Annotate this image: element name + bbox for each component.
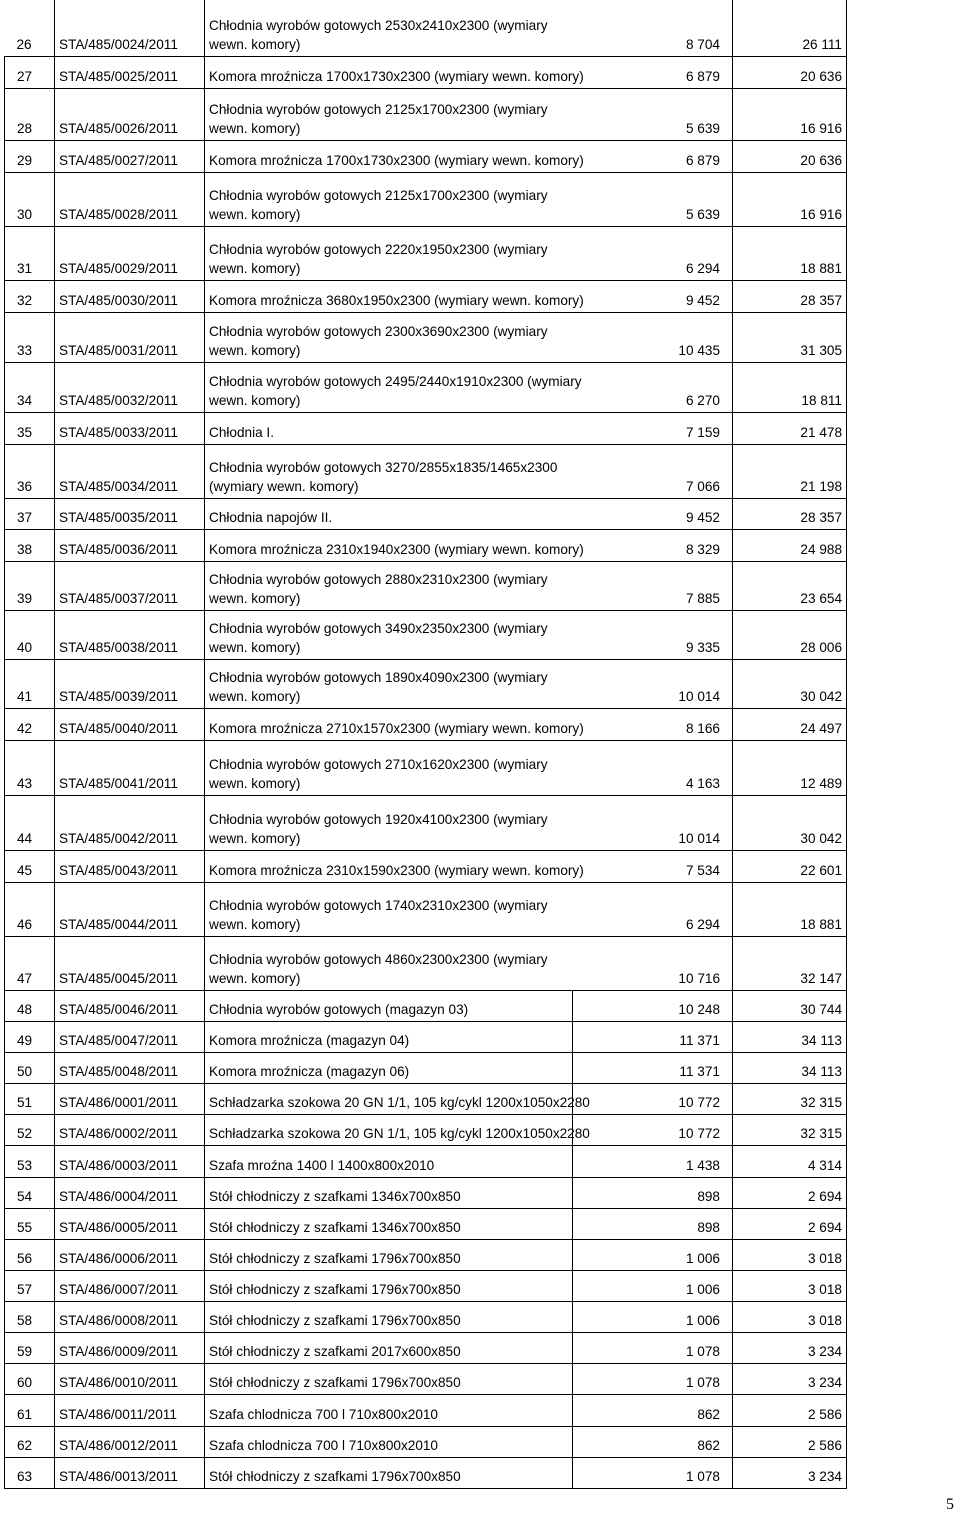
value-1-cell: 1 078 xyxy=(573,1363,733,1394)
description-cell: Szafa chlodnicza 700 l 710x800x2010 xyxy=(205,1426,573,1457)
table-row xyxy=(5,610,847,659)
inventory-code-cell: STA/485/0033/2011 xyxy=(55,412,205,444)
row-number-cell: 43 xyxy=(5,740,55,795)
description-value-cell xyxy=(205,561,733,610)
description-text: Chłodnia wyrobów gotowych 1740x2310x2300 (wymiary wewn. komory) xyxy=(209,897,548,932)
row-number-cell: 50 xyxy=(5,1052,55,1083)
value-1-cell: 10 248 xyxy=(573,990,733,1021)
description-value-cell xyxy=(205,444,733,498)
table-row xyxy=(5,936,847,990)
value-2-cell: 16 916 xyxy=(733,172,847,226)
description-value-cell xyxy=(205,529,733,561)
value-1-text: 7 534 xyxy=(685,862,720,878)
description-text: Chłodnia wyrobów gotowych 2880x2310x2300 (wymiary wewn. komory) xyxy=(209,571,548,606)
inventory-code-cell: STA/486/0010/2011 xyxy=(55,1363,205,1394)
table-row xyxy=(5,498,847,529)
row-number-cell: 45 xyxy=(5,850,55,882)
description-value-cell xyxy=(205,610,733,659)
description-cell: Chłodnia wyrobów gotowych (magazyn 03) xyxy=(205,990,573,1021)
value-2-cell: 30 042 xyxy=(733,795,847,850)
value-1-cell: 1 006 xyxy=(573,1239,733,1270)
value-2-cell: 24 497 xyxy=(733,708,847,740)
inventory-code-cell: STA/485/0041/2011 xyxy=(55,740,205,795)
inventory-code-cell: STA/486/0002/2011 xyxy=(55,1114,205,1145)
row-number-cell: 59 xyxy=(5,1332,55,1363)
value-2-cell: 28 357 xyxy=(733,280,847,312)
value-1-text: 9 335 xyxy=(685,639,720,655)
table-row xyxy=(5,88,847,140)
table-row xyxy=(5,1363,847,1394)
table-row xyxy=(5,280,847,312)
description-text: Chłodnia wyrobów gotowych 3490x2350x2300 (wymiary wewn. komory) xyxy=(209,620,548,655)
row-number-cell: 62 xyxy=(5,1426,55,1457)
value-1-text: 7 159 xyxy=(685,424,720,440)
value-2-cell: 3 234 xyxy=(733,1332,847,1363)
description-text: Chłodnia wyrobów gotowych 3270/2855x1835/1465x2300 (wymiary wewn. komory) xyxy=(209,459,558,494)
table-row xyxy=(5,659,847,708)
row-number-cell: 33 xyxy=(5,312,55,362)
value-1-cell: 862 xyxy=(573,1394,733,1426)
row-number-cell: 34 xyxy=(5,362,55,412)
inventory-code-cell: STA/485/0029/2011 xyxy=(55,226,205,280)
table-row xyxy=(5,1177,847,1208)
table-row xyxy=(5,882,847,936)
row-number-cell: 49 xyxy=(5,1021,55,1052)
description-value-cell xyxy=(205,412,733,444)
value-1-text: 6 270 xyxy=(685,392,720,408)
inventory-code-cell: STA/485/0037/2011 xyxy=(55,561,205,610)
row-number-cell: 47 xyxy=(5,936,55,990)
description-value-cell xyxy=(205,280,733,312)
row-number-cell: 52 xyxy=(5,1114,55,1145)
value-2-cell: 3 234 xyxy=(733,1363,847,1394)
value-2-cell: 3 018 xyxy=(733,1301,847,1332)
inventory-code-cell: STA/486/0008/2011 xyxy=(55,1301,205,1332)
table-row xyxy=(5,1239,847,1270)
table-row xyxy=(5,1052,847,1083)
inventory-code-cell: STA/485/0039/2011 xyxy=(55,659,205,708)
description-value-cell xyxy=(205,88,733,140)
page-number: 5 xyxy=(946,1496,954,1513)
description-text: Komora mroźnicza 2310x1590x2300 (wymiary wewn. komory) xyxy=(209,862,584,878)
value-1-cell: 10 772 xyxy=(573,1083,733,1114)
value-1-text: 5 639 xyxy=(685,120,720,136)
inventory-code-cell: STA/485/0043/2011 xyxy=(55,850,205,882)
row-number-cell: 28 xyxy=(5,88,55,140)
value-2-cell: 4 314 xyxy=(733,1145,847,1177)
table-row xyxy=(5,172,847,226)
description-text: Chłodnia wyrobów gotowych 2125x1700x2300 (wymiary wewn. komory) xyxy=(209,187,548,222)
description-value-cell xyxy=(205,56,733,88)
row-number-cell: 40 xyxy=(5,610,55,659)
description-text: Komora mroźnicza 1700x1730x2300 (wymiary wewn. komory) xyxy=(209,152,584,168)
value-1-text: 10 014 xyxy=(678,688,720,704)
inventory-code-cell: STA/485/0048/2011 xyxy=(55,1052,205,1083)
description-cell: Szafa mroźna 1400 l 1400x800x2010 xyxy=(205,1145,573,1177)
table-row xyxy=(5,1083,847,1114)
row-number-cell: 61 xyxy=(5,1394,55,1426)
row-number-cell: 58 xyxy=(5,1301,55,1332)
value-2-cell: 2 586 xyxy=(733,1426,847,1457)
table-row xyxy=(5,1426,847,1457)
description-cell: Stół chłodniczy z szafkami 1796x700x850 xyxy=(205,1270,573,1301)
value-1-text: 6 879 xyxy=(685,152,720,168)
value-2-cell: 26 111 xyxy=(733,0,847,56)
table-row xyxy=(5,0,847,56)
value-1-cell: 1 078 xyxy=(573,1457,733,1488)
description-text: Chłodnia wyrobów gotowych 2220x1950x2300 (wymiary wewn. komory) xyxy=(209,241,548,276)
value-1-text: 10 014 xyxy=(678,830,720,846)
description-text: Komora mroźnicza 2310x1940x2300 (wymiary wewn. komory) xyxy=(209,541,584,557)
inventory-code-cell: STA/485/0046/2011 xyxy=(55,990,205,1021)
row-number-cell: 53 xyxy=(5,1145,55,1177)
description-value-cell xyxy=(205,226,733,280)
inventory-code-cell: STA/485/0032/2011 xyxy=(55,362,205,412)
value-1-cell: 11 371 xyxy=(573,1052,733,1083)
description-value-cell xyxy=(205,850,733,882)
value-2-cell: 18 881 xyxy=(733,882,847,936)
description-value-cell xyxy=(205,708,733,740)
value-1-text: 10 716 xyxy=(678,970,720,986)
description-cell: Stół chłodniczy z szafkami 1346x700x850 xyxy=(205,1177,573,1208)
table-row xyxy=(5,444,847,498)
value-2-cell: 32 315 xyxy=(733,1083,847,1114)
inventory-code-cell: STA/486/0011/2011 xyxy=(55,1394,205,1426)
row-number-cell: 32 xyxy=(5,280,55,312)
row-number-cell: 39 xyxy=(5,561,55,610)
table-row xyxy=(5,1270,847,1301)
row-number-cell: 37 xyxy=(5,498,55,529)
inventory-code-cell: STA/485/0030/2011 xyxy=(55,280,205,312)
description-value-cell xyxy=(205,882,733,936)
value-1-text: 7 066 xyxy=(685,478,720,494)
value-1-cell: 898 xyxy=(573,1177,733,1208)
description-value-cell xyxy=(205,0,733,56)
row-number-cell: 38 xyxy=(5,529,55,561)
description-value-cell xyxy=(205,312,733,362)
row-number-cell: 44 xyxy=(5,795,55,850)
description-value-cell xyxy=(205,740,733,795)
inventory-code-cell: STA/486/0003/2011 xyxy=(55,1145,205,1177)
value-2-cell: 22 601 xyxy=(733,850,847,882)
description-value-cell xyxy=(205,362,733,412)
description-cell: Schładzarka szokowa 20 GN 1/1, 105 kg/cykl 1200x1050x2280 xyxy=(205,1114,573,1145)
table-row xyxy=(5,529,847,561)
row-number-cell: 41 xyxy=(5,659,55,708)
inventory-code-cell: STA/485/0034/2011 xyxy=(55,444,205,498)
value-1-text: 9 452 xyxy=(685,509,720,525)
description-text: Komora mroźnicza 1700x1730x2300 (wymiary wewn. komory) xyxy=(209,68,584,84)
table-row xyxy=(5,708,847,740)
row-number-cell: 60 xyxy=(5,1363,55,1394)
value-1-cell: 898 xyxy=(573,1208,733,1239)
value-1-cell: 1 006 xyxy=(573,1301,733,1332)
description-cell: Stół chłodniczy z szafkami 1796x700x850 xyxy=(205,1457,573,1488)
table-row xyxy=(5,1332,847,1363)
table-row xyxy=(5,561,847,610)
inventory-code-cell: STA/486/0004/2011 xyxy=(55,1177,205,1208)
value-1-cell: 10 772 xyxy=(573,1114,733,1145)
row-number-cell: 55 xyxy=(5,1208,55,1239)
value-1-text: 5 639 xyxy=(685,206,720,222)
value-2-cell: 24 988 xyxy=(733,529,847,561)
value-2-cell: 21 198 xyxy=(733,444,847,498)
value-2-cell: 34 113 xyxy=(733,1021,847,1052)
description-text: Komora mroźnicza 2710x1570x2300 (wymiary wewn. komory) xyxy=(209,720,584,736)
row-number-cell: 42 xyxy=(5,708,55,740)
table-row xyxy=(5,312,847,362)
asset-table xyxy=(4,0,847,1489)
value-1-text: 10 435 xyxy=(678,342,720,358)
description-cell: Komora mroźnicza (magazyn 06) xyxy=(205,1052,573,1083)
description-text: Chłodnia wyrobów gotowych 4860x2300x2300 (wymiary wewn. komory) xyxy=(209,951,548,986)
inventory-code-cell: STA/485/0036/2011 xyxy=(55,529,205,561)
value-2-cell: 31 305 xyxy=(733,312,847,362)
value-2-cell: 12 489 xyxy=(733,740,847,795)
row-number-cell: 35 xyxy=(5,412,55,444)
inventory-code-cell: STA/485/0027/2011 xyxy=(55,140,205,172)
row-number-cell: 36 xyxy=(5,444,55,498)
row-number-cell: 56 xyxy=(5,1239,55,1270)
description-value-cell xyxy=(205,140,733,172)
row-number-cell: 57 xyxy=(5,1270,55,1301)
value-2-cell: 18 881 xyxy=(733,226,847,280)
description-cell: Stół chłodniczy z szafkami 1796x700x850 xyxy=(205,1301,573,1332)
inventory-code-cell: STA/485/0026/2011 xyxy=(55,88,205,140)
value-2-cell: 34 113 xyxy=(733,1052,847,1083)
value-1-cell: 11 371 xyxy=(573,1021,733,1052)
value-1-cell: 1 438 xyxy=(573,1145,733,1177)
value-1-text: 4 163 xyxy=(685,775,720,791)
value-2-cell: 3 234 xyxy=(733,1457,847,1488)
description-text: Chłodnia napojów II. xyxy=(209,509,333,525)
inventory-code-cell: STA/486/0006/2011 xyxy=(55,1239,205,1270)
description-cell: Komora mroźnicza (magazyn 04) xyxy=(205,1021,573,1052)
description-text: Chłodnia wyrobów gotowych 2125x1700x2300 (wymiary wewn. komory) xyxy=(209,101,548,136)
inventory-code-cell: STA/485/0044/2011 xyxy=(55,882,205,936)
description-value-cell xyxy=(205,659,733,708)
value-1-text: 8 704 xyxy=(685,36,720,52)
description-value-cell xyxy=(205,172,733,226)
value-2-cell: 23 654 xyxy=(733,561,847,610)
inventory-code-cell: STA/486/0013/2011 xyxy=(55,1457,205,1488)
value-1-text: 9 452 xyxy=(685,292,720,308)
description-text: Chłodnia wyrobów gotowych 2495/2440x1910x2300 (wymiary wewn. komory) xyxy=(209,373,582,408)
inventory-code-cell: STA/485/0047/2011 xyxy=(55,1021,205,1052)
value-1-cell: 1 006 xyxy=(573,1270,733,1301)
description-cell: Stół chłodniczy z szafkami 1346x700x850 xyxy=(205,1208,573,1239)
value-2-cell: 20 636 xyxy=(733,56,847,88)
table-row xyxy=(5,990,847,1021)
table-row xyxy=(5,140,847,172)
value-2-cell: 20 636 xyxy=(733,140,847,172)
inventory-code-cell: STA/485/0024/2011 xyxy=(55,0,205,56)
row-number-cell: 48 xyxy=(5,990,55,1021)
inventory-code-cell: STA/485/0031/2011 xyxy=(55,312,205,362)
table-row xyxy=(5,850,847,882)
inventory-code-cell: STA/485/0040/2011 xyxy=(55,708,205,740)
row-number-cell: 27 xyxy=(5,56,55,88)
description-cell: Stół chłodniczy z szafkami 2017x600x850 xyxy=(205,1332,573,1363)
value-2-cell: 30 744 xyxy=(733,990,847,1021)
value-1-text: 8 166 xyxy=(685,720,720,736)
inventory-code-cell: STA/485/0045/2011 xyxy=(55,936,205,990)
value-1-cell: 862 xyxy=(573,1426,733,1457)
description-cell: Stół chłodniczy z szafkami 1796x700x850 xyxy=(205,1239,573,1270)
table-row xyxy=(5,1394,847,1426)
description-value-cell xyxy=(205,936,733,990)
value-2-cell: 30 042 xyxy=(733,659,847,708)
inventory-code-cell: STA/486/0001/2011 xyxy=(55,1083,205,1114)
inventory-code-cell: STA/485/0042/2011 xyxy=(55,795,205,850)
value-2-cell: 16 916 xyxy=(733,88,847,140)
inventory-code-cell: STA/485/0038/2011 xyxy=(55,610,205,659)
description-cell: Stół chłodniczy z szafkami 1796x700x850 xyxy=(205,1363,573,1394)
inventory-code-cell: STA/485/0028/2011 xyxy=(55,172,205,226)
row-number-cell: 26 xyxy=(5,0,55,56)
row-number-cell: 46 xyxy=(5,882,55,936)
inventory-code-cell: STA/486/0009/2011 xyxy=(55,1332,205,1363)
value-2-cell: 32 315 xyxy=(733,1114,847,1145)
description-text: Chłodnia wyrobów gotowych 1890x4090x2300 (wymiary wewn. komory) xyxy=(209,669,548,704)
description-value-cell xyxy=(205,795,733,850)
inventory-code-cell: STA/485/0035/2011 xyxy=(55,498,205,529)
row-number-cell: 54 xyxy=(5,1177,55,1208)
table-row xyxy=(5,740,847,795)
inventory-code-cell: STA/486/0007/2011 xyxy=(55,1270,205,1301)
table-row xyxy=(5,795,847,850)
value-2-cell: 28 006 xyxy=(733,610,847,659)
table-row xyxy=(5,1208,847,1239)
value-2-cell: 2 694 xyxy=(733,1208,847,1239)
table-row xyxy=(5,412,847,444)
description-text: Komora mroźnicza 3680x1950x2300 (wymiary wewn. komory) xyxy=(209,292,584,308)
table-row xyxy=(5,1114,847,1145)
value-1-text: 6 879 xyxy=(685,68,720,84)
description-text: Chłodnia wyrobów gotowych 2530x2410x2300 (wymiary wewn. komory) xyxy=(209,17,548,52)
inventory-code-cell: STA/485/0025/2011 xyxy=(55,56,205,88)
table-row xyxy=(5,56,847,88)
row-number-cell: 51 xyxy=(5,1083,55,1114)
table-row xyxy=(5,1145,847,1177)
value-1-cell: 1 078 xyxy=(573,1332,733,1363)
row-number-cell: 30 xyxy=(5,172,55,226)
table-row xyxy=(5,362,847,412)
value-2-cell: 2 586 xyxy=(733,1394,847,1426)
row-number-cell: 63 xyxy=(5,1457,55,1488)
value-2-cell: 28 357 xyxy=(733,498,847,529)
value-2-cell: 3 018 xyxy=(733,1239,847,1270)
description-text: Chłodnia wyrobów gotowych 2710x1620x2300 (wymiary wewn. komory) xyxy=(209,756,548,791)
value-1-text: 6 294 xyxy=(685,916,720,932)
table-row xyxy=(5,1021,847,1052)
value-1-text: 6 294 xyxy=(685,260,720,276)
description-cell: Szafa chlodnicza 700 l 710x800x2010 xyxy=(205,1394,573,1426)
asset-table-body xyxy=(5,0,847,1488)
value-2-cell: 18 811 xyxy=(733,362,847,412)
description-text: Chłodnia wyrobów gotowych 1920x4100x2300 (wymiary wewn. komory) xyxy=(209,811,548,846)
description-cell: Schładzarka szokowa 20 GN 1/1, 105 kg/cykl 1200x1050x2280 xyxy=(205,1083,573,1114)
value-1-text: 8 329 xyxy=(685,541,720,557)
row-number-cell: 31 xyxy=(5,226,55,280)
row-number-cell: 29 xyxy=(5,140,55,172)
description-text: Chłodnia I. xyxy=(209,424,274,440)
value-2-cell: 21 478 xyxy=(733,412,847,444)
value-1-text: 7 885 xyxy=(685,590,720,606)
table-row xyxy=(5,1301,847,1332)
table-row xyxy=(5,1457,847,1488)
description-text: Chłodnia wyrobów gotowych 2300x3690x2300 (wymiary wewn. komory) xyxy=(209,323,548,358)
value-2-cell: 2 694 xyxy=(733,1177,847,1208)
value-2-cell: 3 018 xyxy=(733,1270,847,1301)
inventory-code-cell: STA/486/0005/2011 xyxy=(55,1208,205,1239)
table-row xyxy=(5,226,847,280)
description-value-cell xyxy=(205,498,733,529)
value-2-cell: 32 147 xyxy=(733,936,847,990)
inventory-code-cell: STA/486/0012/2011 xyxy=(55,1426,205,1457)
